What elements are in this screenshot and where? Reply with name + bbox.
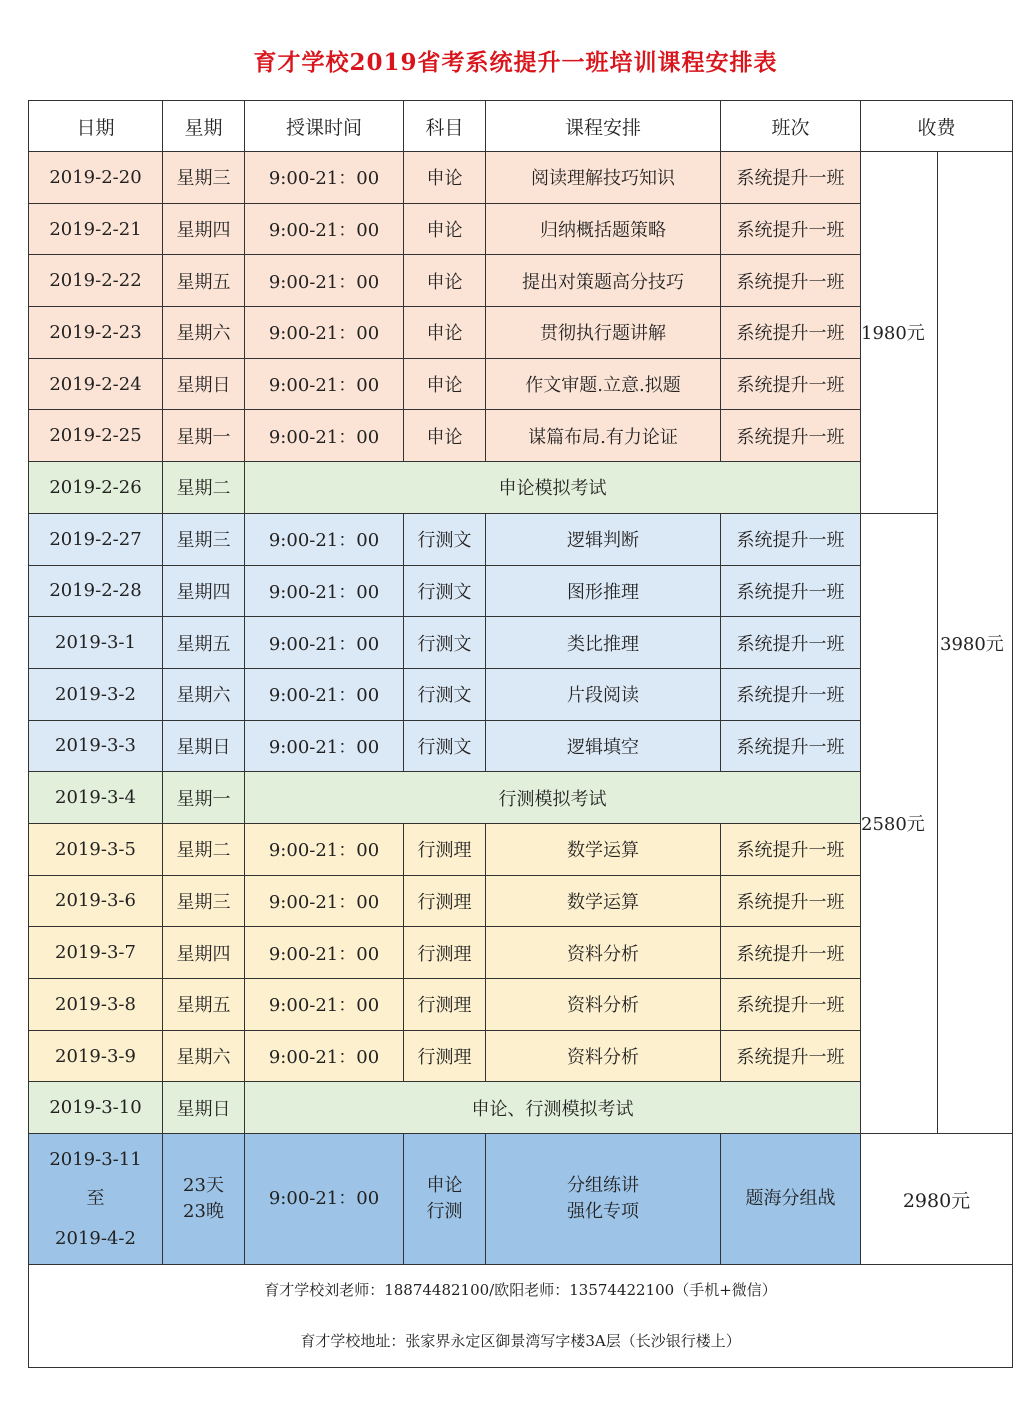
date-cell: 2019-3-3 xyxy=(29,720,163,772)
class-cell: 系统提升一班 xyxy=(721,979,861,1031)
exam-cell: 申论模拟考试 xyxy=(245,462,861,514)
class-cell: 系统提升一班 xyxy=(721,358,861,410)
date-cell: 2019-2-27 xyxy=(29,513,163,565)
course-cell: 资料分析 xyxy=(486,927,721,979)
final-subject-cell-line-2: 行测 xyxy=(426,1201,463,1223)
subject-cell: 申论 xyxy=(404,203,486,255)
class-cell: 系统提升一班 xyxy=(721,823,861,875)
date-cell: 2019-3-7 xyxy=(29,927,163,979)
class-cell: 系统提升一班 xyxy=(721,875,861,927)
subject-cell: 行测理 xyxy=(404,927,486,979)
subject-cell: 行测理 xyxy=(404,1030,486,1082)
table-row xyxy=(29,513,1013,565)
weekday-cell: 星期四 xyxy=(163,927,245,979)
time-cell: 9:00-21：00 xyxy=(245,668,404,720)
table-row xyxy=(29,152,1013,204)
final-course-cell-line-1: 分组练讲 xyxy=(567,1174,639,1196)
header-fee: 收费 xyxy=(861,101,1013,152)
final-class-cell xyxy=(721,1134,861,1265)
final-date-cell-line-3: 2019-4-2 xyxy=(55,1227,136,1249)
date-cell: 2019-2-25 xyxy=(29,410,163,462)
weekday-cell: 星期二 xyxy=(163,823,245,875)
time-cell: 9:00-21：00 xyxy=(245,1030,404,1082)
time-cell: 9:00-21：00 xyxy=(245,513,404,565)
date-cell: 2019-2-22 xyxy=(29,255,163,307)
final-course-cell-line-2: 强化专项 xyxy=(567,1201,639,1223)
subject-cell: 行测文 xyxy=(404,720,486,772)
weekday-cell: 星期四 xyxy=(163,203,245,255)
course-cell: 阅读理解技巧知识 xyxy=(486,152,721,204)
subject-cell: 行测文 xyxy=(404,565,486,617)
date-cell: 2019-2-28 xyxy=(29,565,163,617)
header-time: 授课时间 xyxy=(245,101,404,152)
subject-cell: 行测文 xyxy=(404,617,486,669)
subject-cell: 申论 xyxy=(404,255,486,307)
date-cell: 2019-3-5 xyxy=(29,823,163,875)
time-cell: 9:00-21：00 xyxy=(245,823,404,875)
final-course-cell xyxy=(486,1134,721,1265)
final-time-cell xyxy=(245,1134,404,1265)
course-cell: 片段阅读 xyxy=(486,668,721,720)
class-cell: 系统提升一班 xyxy=(721,255,861,307)
fee-shenlun: 1980元 xyxy=(861,152,938,514)
date-cell: 2019-3-8 xyxy=(29,979,163,1031)
fee-xingce: 2580元 xyxy=(861,513,938,1133)
subject-cell: 申论 xyxy=(404,307,486,359)
class-cell: 系统提升一班 xyxy=(721,1030,861,1082)
weekday-cell: 星期五 xyxy=(163,255,245,307)
course-cell: 图形推理 xyxy=(486,565,721,617)
time-cell: 9:00-21：00 xyxy=(245,979,404,1031)
course-cell: 提出对策题高分技巧 xyxy=(486,255,721,307)
final-subject-cell-line-1: 申论 xyxy=(426,1174,463,1196)
subject-cell: 行测理 xyxy=(404,979,486,1031)
course-cell: 类比推理 xyxy=(486,617,721,669)
weekday-cell: 星期一 xyxy=(163,772,245,824)
weekday-cell: 星期六 xyxy=(163,307,245,359)
weekday-cell: 星期四 xyxy=(163,565,245,617)
class-cell: 系统提升一班 xyxy=(721,720,861,772)
class-cell: 系统提升一班 xyxy=(721,410,861,462)
header-weekday: 星期 xyxy=(163,101,245,152)
course-cell: 归纳概括题策略 xyxy=(486,203,721,255)
time-cell: 9:00-21：00 xyxy=(245,720,404,772)
class-cell: 系统提升一班 xyxy=(721,307,861,359)
final-time-cell-line-1: 9:00-21：00 xyxy=(268,1188,380,1210)
weekday-cell: 星期五 xyxy=(163,979,245,1031)
subject-cell: 申论 xyxy=(404,410,486,462)
table-header-row xyxy=(29,101,1013,152)
class-cell: 系统提升一班 xyxy=(721,927,861,979)
time-cell: 9:00-21：00 xyxy=(245,152,404,204)
date-cell: 2019-2-23 xyxy=(29,307,163,359)
date-cell: 2019-2-21 xyxy=(29,203,163,255)
final-date-cell-line-2: 至 xyxy=(86,1188,105,1210)
page-title: 育才学校2019省考系统提升一班培训课程安排表 xyxy=(253,49,778,76)
time-cell: 9:00-21：00 xyxy=(245,565,404,617)
subject-cell: 申论 xyxy=(404,152,486,204)
date-cell: 2019-2-26 xyxy=(29,462,163,514)
subject-cell: 行测文 xyxy=(404,513,486,565)
date-cell: 2019-3-1 xyxy=(29,617,163,669)
date-cell: 2019-3-9 xyxy=(29,1030,163,1082)
time-cell: 9:00-21：00 xyxy=(245,255,404,307)
final-row xyxy=(29,1134,1013,1265)
course-cell: 资料分析 xyxy=(486,979,721,1031)
fee-final: 2980元 xyxy=(861,1134,1013,1265)
date-cell: 2019-3-4 xyxy=(29,772,163,824)
date-cell: 2019-3-6 xyxy=(29,875,163,927)
final-date-cell-line-1: 2019-3-11 xyxy=(49,1148,142,1170)
subject-cell: 行测理 xyxy=(404,823,486,875)
class-cell: 系统提升一班 xyxy=(721,203,861,255)
time-cell: 9:00-21：00 xyxy=(245,203,404,255)
schedule-table xyxy=(28,100,1013,1368)
weekday-cell: 星期三 xyxy=(163,875,245,927)
date-cell: 2019-2-24 xyxy=(29,358,163,410)
time-cell: 9:00-21：00 xyxy=(245,410,404,462)
time-cell: 9:00-21：00 xyxy=(245,358,404,410)
subject-cell: 行测文 xyxy=(404,668,486,720)
fee-total: 3980元 xyxy=(938,152,1013,1134)
date-cell: 2019-3-10 xyxy=(29,1082,163,1134)
weekday-cell: 星期三 xyxy=(163,513,245,565)
header-class: 班次 xyxy=(721,101,861,152)
time-cell: 9:00-21：00 xyxy=(245,307,404,359)
date-cell: 2019-2-20 xyxy=(29,152,163,204)
time-cell: 9:00-21：00 xyxy=(245,875,404,927)
final-duration-cell-line-2: 23晚 xyxy=(183,1201,224,1223)
course-cell: 逻辑填空 xyxy=(486,720,721,772)
weekday-cell: 星期日 xyxy=(163,358,245,410)
footer-address: 育才学校地址：张家界永定区御景湾写字楼3A层（长沙银行楼上） xyxy=(300,1332,741,1351)
weekday-cell: 星期五 xyxy=(163,617,245,669)
date-cell: 2019-3-2 xyxy=(29,668,163,720)
weekday-cell: 星期二 xyxy=(163,462,245,514)
final-class-cell-line-1: 题海分组战 xyxy=(745,1188,836,1210)
final-duration-cell xyxy=(163,1134,245,1265)
course-cell: 数学运算 xyxy=(486,875,721,927)
final-duration-cell-line-1: 23天 xyxy=(183,1174,224,1196)
exam-cell: 行测模拟考试 xyxy=(245,772,861,824)
course-cell: 谋篇布局.有力论证 xyxy=(486,410,721,462)
weekday-cell: 星期日 xyxy=(163,1082,245,1134)
final-subject-cell xyxy=(404,1134,486,1265)
exam-cell: 申论、行测模拟考试 xyxy=(245,1082,861,1134)
class-cell: 系统提升一班 xyxy=(721,617,861,669)
subject-cell: 行测理 xyxy=(404,875,486,927)
header-date: 日期 xyxy=(29,101,163,152)
subject-cell: 申论 xyxy=(404,358,486,410)
weekday-cell: 星期三 xyxy=(163,152,245,204)
header-subject: 科目 xyxy=(404,101,486,152)
course-cell: 贯彻执行题讲解 xyxy=(486,307,721,359)
class-cell: 系统提升一班 xyxy=(721,565,861,617)
course-cell: 逻辑判断 xyxy=(486,513,721,565)
weekday-cell: 星期六 xyxy=(163,1030,245,1082)
time-cell: 9:00-21：00 xyxy=(245,927,404,979)
time-cell: 9:00-21：00 xyxy=(245,617,404,669)
course-cell: 数学运算 xyxy=(486,823,721,875)
course-cell: 作文审题.立意.拟题 xyxy=(486,358,721,410)
weekday-cell: 星期六 xyxy=(163,668,245,720)
class-cell: 系统提升一班 xyxy=(721,152,861,204)
final-date-cell xyxy=(29,1134,163,1265)
weekday-cell: 星期日 xyxy=(163,720,245,772)
footer-info xyxy=(29,1265,1013,1368)
course-cell: 资料分析 xyxy=(486,1030,721,1082)
class-cell: 系统提升一班 xyxy=(721,668,861,720)
footer-contact: 育才学校刘老师：18874482100/欧阳老师：13574422100（手机+微信） xyxy=(264,1281,777,1300)
class-cell: 系统提升一班 xyxy=(721,513,861,565)
header-course: 课程安排 xyxy=(486,101,721,152)
weekday-cell: 星期一 xyxy=(163,410,245,462)
